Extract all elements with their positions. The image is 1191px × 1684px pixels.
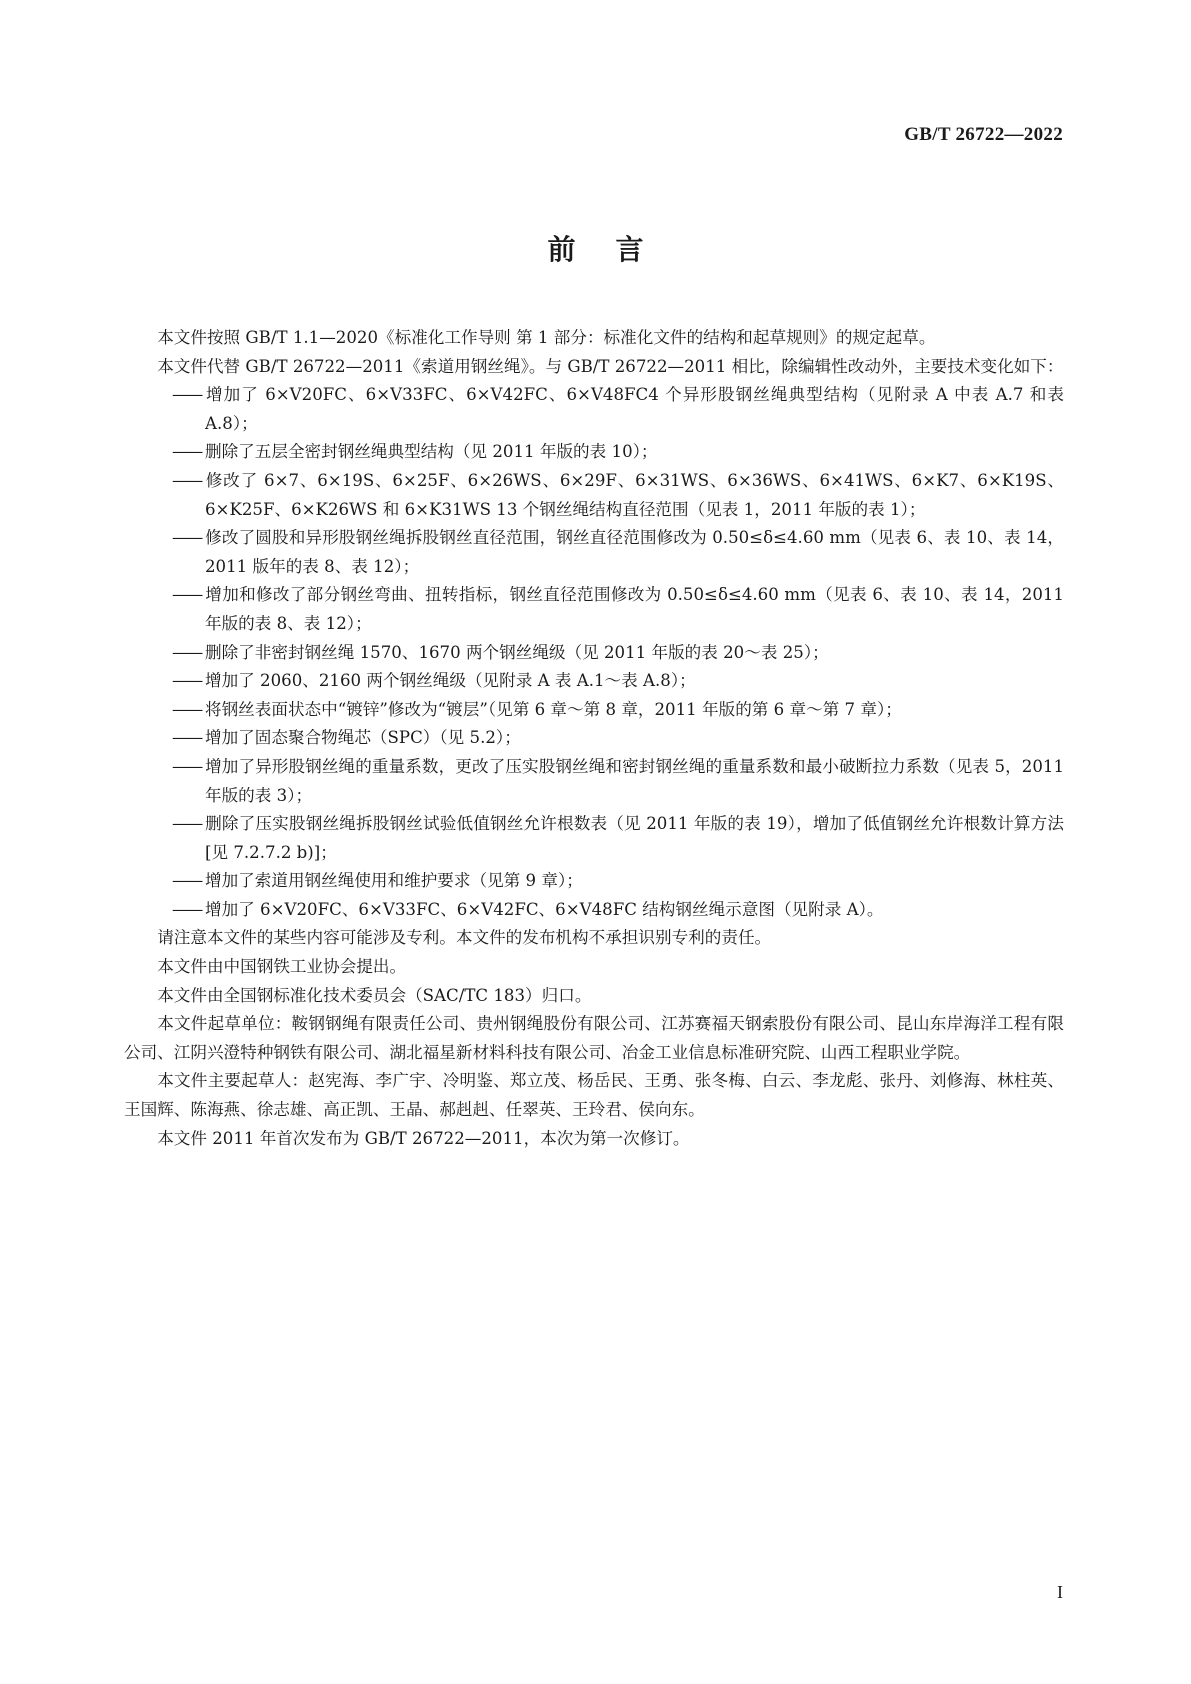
dash-marker: —— — [172, 642, 202, 662]
paragraph-drafting-units: 本文件起草单位：鞍钢钢绳有限责任公司、贵州钢绳股份有限公司、江苏赛福天钢索股份有限公司、昆山东岸海洋工程有限公司、江阴兴澄特种钢铁有限公司、湖北福星新材料科技有限公司、冶金工业信息标准研究院、山西工程职业学院。 — [124, 1014, 1064, 1062]
change-item — [124, 753, 1064, 810]
document-code: GB/T 26722—2022 — [904, 124, 1063, 145]
dash-marker: —— — [172, 899, 202, 919]
dash-marker: —— — [172, 528, 202, 548]
document-body — [124, 324, 1064, 1153]
paragraph-proposer: 本文件由中国钢铁工业协会提出。 — [157, 957, 407, 977]
dash-marker: —— — [172, 699, 202, 719]
change-item — [124, 639, 1064, 668]
paragraph-drafters: 本文件主要起草人：赵宪海、李广宇、冷明鉴、郑立茂、杨岳民、王勇、张冬梅、白云、李龙彪、张丹、刘修海、林柱英、王国辉、陈海燕、徐志雄、高正凯、王晶、郝赳赳、任翠英、王玲君、侯向东。 — [124, 1071, 1064, 1120]
changes-list — [124, 381, 1064, 924]
change-item — [124, 896, 1064, 925]
change-item-text: 将钢丝表面状态中“镀锌”修改为“镀层”（见第 6 章～第 8 章，2011 年版的第 6 章～第 7 章）； — [205, 699, 902, 719]
change-item — [124, 667, 1064, 696]
change-item-text: 删除了非密封钢丝绳 1570、1670 两个钢丝绳级（见 2011 年版的表 20～表 25）； — [205, 642, 829, 662]
dash-marker: —— — [172, 756, 202, 776]
paragraph-scope: 本文件按照 GB/T 1.1—2020《标准化工作导则 第 1 部分：标准化文件的结构和起草规则》的规定起草。 — [157, 328, 936, 347]
paragraph-committee: 本文件由全国钢标准化技术委员会（SAC/TC 183）归口。 — [157, 985, 592, 1005]
dash-marker: —— — [172, 871, 202, 891]
change-item — [124, 438, 1064, 467]
dash-marker: —— — [172, 814, 202, 834]
change-item-text: 增加了 6×V20FC、6×V33FC、6×V42FC、6×V48FC4 个异形股钢丝绳典型结构（见附录 A 中表 A.7 和表 A.8）； — [205, 385, 1064, 433]
change-item-text: 删除了五层全密封钢丝绳典型结构（见 2011 年版的表 10）； — [205, 442, 658, 462]
dash-marker: —— — [172, 470, 202, 490]
page-number: I — [1057, 1582, 1063, 1602]
change-item-text: 增加了 6×V20FC、6×V33FC、6×V42FC、6×V48FC 结构钢丝绳示意图（见附录 A）。 — [205, 899, 884, 919]
page-title: 前言 — [547, 233, 684, 266]
dash-marker: —— — [172, 385, 202, 405]
change-item-text: 修改了 6×7、6×19S、6×25F、6×26WS、6×29F、6×31WS、6×36WS、6×41WS、6×K7、6×K19S、6×K25F、6×K26WS 和 6×K31WS 13 个钢丝绳结构直径范围（见表 1，2011 年版的表 1）； — [205, 470, 1064, 519]
change-item-text: 增加了 2060、2160 两个钢丝绳级（见附录 A 表 A.1～表 A.8）； — [205, 671, 696, 691]
change-item — [124, 467, 1064, 524]
change-item-text: 增加了异形股钢丝绳的重量系数，更改了压实股钢丝绳和密封钢丝绳的重量系数和最小破断拉力系数（见表 5，2011 年版的表 3）； — [205, 756, 1064, 805]
change-item-text: 增加和修改了部分钢丝弯曲、扭转指标，钢丝直径范围修改为 0.50≤δ≤4.60 mm（见表 6、表 10、表 14，2011 年版的表 8、表 12）； — [205, 585, 1064, 633]
change-item-text: 删除了压实股钢丝绳拆股钢丝试验低值钢丝允许根数表（见 2011 年版的表 19），增加了低值钢丝允许根数计算方法[见 7.2.7.2 b)]； — [205, 814, 1064, 862]
change-item — [124, 696, 1064, 725]
dash-marker: —— — [172, 585, 202, 605]
change-item — [124, 581, 1064, 638]
change-item — [124, 724, 1064, 753]
paragraph-replacement: 本文件代替 GB/T 26722—2011《索道用钢丝绳》。与 GB/T 26722—2011 相比，除编辑性改动外，主要技术变化如下： — [157, 356, 1064, 376]
paragraph-patent-notice: 请注意本文件的某些内容可能涉及专利。本文件的发布机构不承担识别专利的责任。 — [157, 928, 772, 948]
change-item-text: 修改了圆股和异形股钢丝绳拆股钢丝直径范围，钢丝直径范围修改为 0.50≤δ≤4.60 mm（见表 6、表 10、表 14，2011 版年的表 8、表 12）； — [205, 528, 1064, 576]
change-item — [124, 810, 1064, 867]
dash-marker: —— — [172, 442, 202, 462]
change-item-text: 增加了固态聚合物绳芯（SPC）（见 5.2）； — [205, 728, 521, 748]
change-item — [124, 867, 1064, 896]
change-item — [124, 381, 1064, 438]
dash-marker: —— — [172, 671, 202, 691]
change-item — [124, 524, 1064, 581]
paragraph-history: 本文件 2011 年首次发布为 GB/T 26722—2011，本次为第一次修订。 — [157, 1128, 690, 1148]
dash-marker: —— — [172, 728, 202, 748]
change-item-text: 增加了索道用钢丝绳使用和维护要求（见第 9 章）； — [205, 871, 583, 891]
